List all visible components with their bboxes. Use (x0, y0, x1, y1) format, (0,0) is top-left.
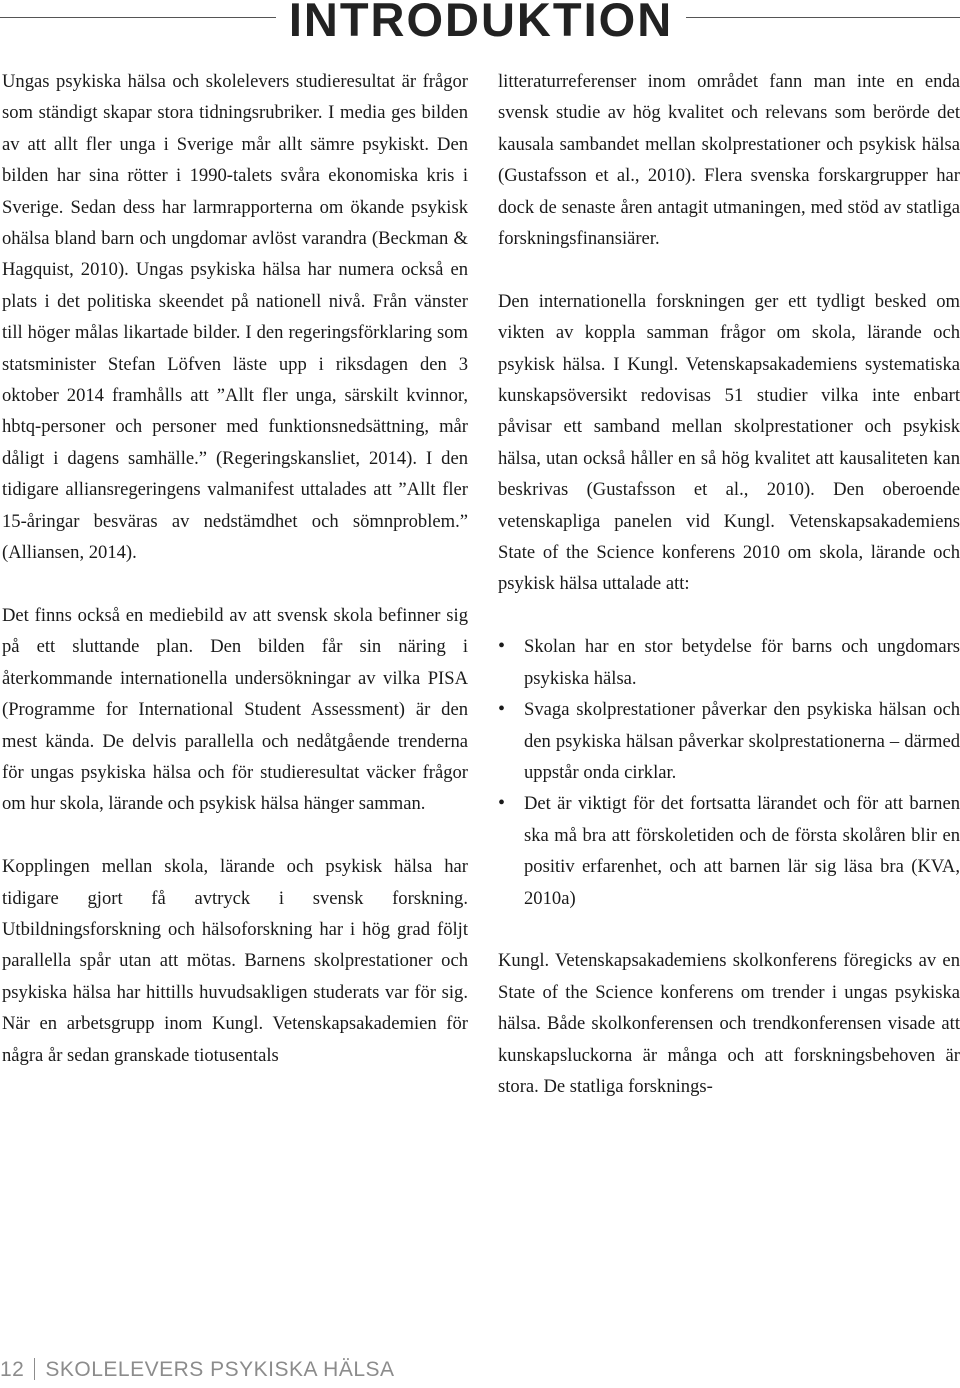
page-footer (0, 1358, 395, 1382)
right-column (498, 66, 960, 1134)
paragraph: litteraturreferenser inom området fann man inte en enda svensk studie av hög kvalitet och relevans som berörde det kausala sambandet mellan skolprestationer och psykisk hälsa (Gustafsson et al., 2010). Flera svenska forskargrupper har dock de senaste åren antagit utmaningen, med stöd av statliga forskningsfinansiärer. (498, 71, 960, 250)
bullet-item: • Svaga skolprestationer påverkar den psykiska hälsan och den psykiska hälsan påverkar skolprestationerna – därmed uppstår onda cirklar. (498, 694, 960, 788)
paragraph: Ungas psykiska hälsa och skolelevers studieresultat är frågor som ständigt skapar stora tidningsrubriker. I media ges bilden av att allt fler unga i Sverige mår allt sämre psykiskt. Den bilden har sina rötter i 1990-talets svåra ekonomiska kris i Sverige. Sedan dess har larmrapporterna om ökande psykisk ohälsa bland barn och ungdomar avlöst varandra (Beckman & Hagquist, 2010). Ungas psykiska hälsa har numera också en plats i det politiska skeendet på nationell nivå. Från vänster till höger målas likartade bilder. I den regeringsförklaring som statsminister Stefan Löfven läste upp i riksdagen den 3 oktober 2014 framhålls att ”Allt fler unga, särskilt kvinnor, hbtq-personer och personer med funktionsnedsättning, mår dåligt i dagens samhälle.” (Regeringskansliet, 2014). I den tidigare alliansregeringens valmanifest uttalades att ”Allt fler 15-åringar besväras av nedstämdhet och sömnproblem.” (Alliansen, 2014). (2, 71, 468, 564)
left-column (2, 66, 468, 1102)
bullet-item: • Skolan har en stor betydelse för barns och ungdomars psykiska hälsa. (498, 631, 960, 694)
footer-divider (34, 1358, 35, 1380)
header-rule-right (686, 17, 960, 18)
running-title: SKOLELEVERS PSYKISKA HÄLSA (45, 1358, 395, 1381)
paragraph: Det finns också en mediebild av att svensk skola befinner sig på ett sluttande plan. Den bilden får sin näring i återkommande internationella undersökningar av vilka PISA (Programme for International Student Assessment) är den mest kända. De delvis parallella och nedåtgående trenderna för ungas psykiska hälsa och för studieresultat väcker frågor om hur skola, lärande och psykisk hälsa hänger samman. (2, 604, 468, 815)
bullet-item: • Det är viktigt för det fortsatta lärandet och för att barnen ska må bra att förskoletiden och de första skolåren blir en positiv erfarenhet, och att barnen lär sig läsa bra (KVA, 2010a) (498, 788, 960, 914)
paragraph: Den internationella forskningen ger ett tydligt besked om vikten av koppla samman frågor om skola, lärande och psykisk hälsa. I Kungl. Vetenskapsakademiens systematiska kunskapsöversikt redovisas 51 studier vilka inte enbart påvisar ett samband mellan skolprestationer och psykisk hälsa, utan också håller en så hög kvalitet att kausaliteten kan beskrivas (Gustafsson et al., 2010). Den oberoende vetenskapliga panelen vid Kungl. Vetenskapsakademiens State of the Science konferens 2010 om skola, lärande och psykisk hälsa uttalade att: (498, 290, 960, 595)
section-title: INTRODUKTION (288, 0, 674, 46)
paragraph: Kungl. Vetenskapsakademiens skolkonferens föregicks av en State of the Science konferens om trender i ungas psykiska hälsa. Både skolkonferensen och trendkonferensen visade att kunskapsluckorna är många och att forskningsbehoven är stora. De statliga forsknings- (498, 950, 960, 1097)
bullet-list (498, 631, 960, 914)
page-number: 12 (0, 1358, 25, 1381)
header-rule-left (0, 17, 276, 18)
paragraph: Kopplingen mellan skola, lärande och psykisk hälsa har tidigare gjort få avtryck i svensk forskning. Utbildningsforskning och hälsoforskning har i hög grad följt parallella spår utan att mötas. Barnens skolprestationer och psykiska hälsa har hittills huvudsakligen studerats var för sig. När en arbetsgrupp inom Kungl. Vetenskapsakademien för några år sedan granskade tiotusentals (2, 856, 468, 1066)
